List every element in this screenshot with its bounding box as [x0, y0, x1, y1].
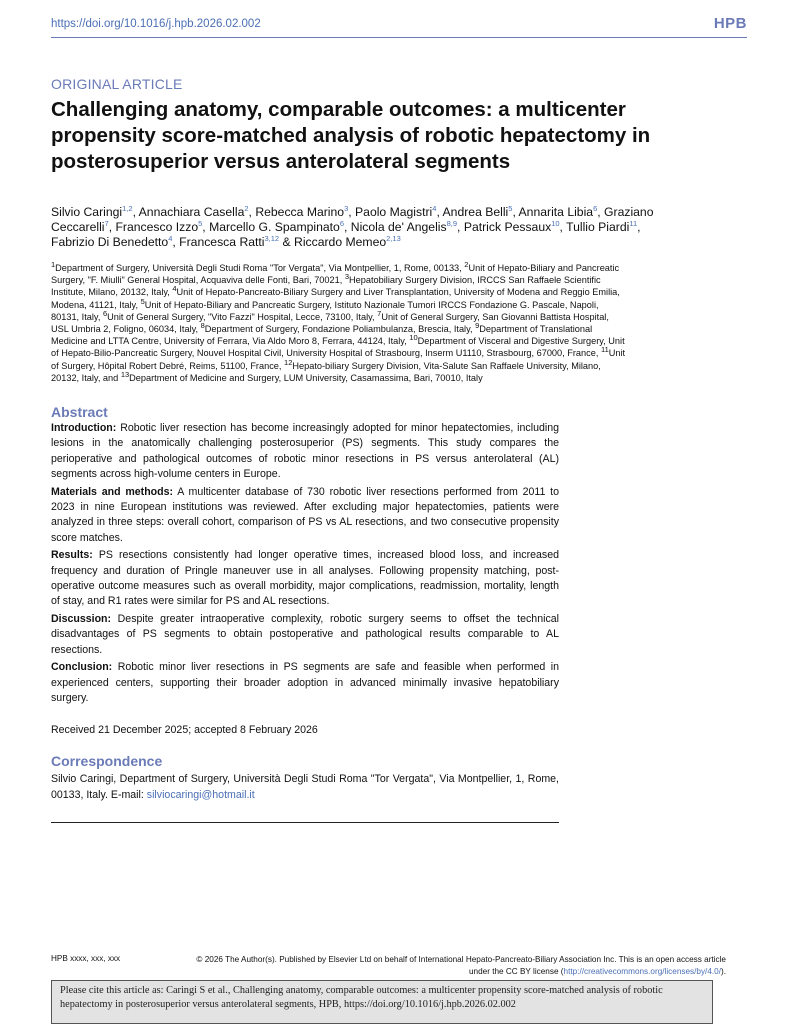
abstract-section-label: Conclusion:	[51, 661, 113, 674]
affiliation-number: 1	[51, 259, 56, 269]
article-title: Challenging anatomy, comparable outcomes: a multicenter propensity score-matched analysis of robotic hepatectomy in posterosuperior versus anterolateral segments	[51, 98, 651, 173]
author-affiliation-ref[interactable]: 2,13	[386, 233, 401, 243]
copyright-end: ).	[720, 966, 726, 976]
doi-link[interactable]: https://doi.org/10.1016/j.hpb.2026.02.002	[51, 18, 261, 30]
affiliation-number: 8	[200, 320, 205, 330]
correspondence-divider	[51, 822, 559, 823]
copyright-notice	[178, 954, 726, 977]
author-separator: ,	[132, 205, 139, 219]
affiliation-text: Department of Visceral and Digestive Surgery, Unit of Hepato-Bilio-Pancreatic Surgery, Nouvel Hospital Civil, University Hospital of Strasbourg, Inserm U1110, Strasbourg, 67000, France,	[51, 336, 625, 359]
correspondence-email-link[interactable]: silviocaringi@hotmail.it	[146, 789, 255, 801]
abstract-section	[51, 548, 559, 610]
author-name: Tullio Piardi	[566, 220, 630, 234]
author-name: Annarita Libia	[518, 205, 594, 219]
author-name: Rebecca Marino	[255, 205, 345, 219]
author-separator: ,	[248, 205, 256, 219]
abstract-section	[51, 660, 559, 706]
author-separator: ,	[597, 205, 605, 219]
author-list	[51, 205, 661, 250]
author-name: Nicola de' Angelis	[350, 220, 447, 234]
author-separator: &	[279, 235, 295, 249]
affiliation-number: 3	[344, 272, 350, 282]
author-affiliation-ref[interactable]: 7	[104, 218, 109, 228]
abstract-section-text: Robotic minor liver resections in PS segments are safe and feasible when performed in experienced centers, supporting their broader adoption in advanced minimally invasive hepatobiliary surgery.	[51, 661, 559, 704]
affiliation-text: Unit of General Surgery, "Vito Fazzi" Hospital, Lecce, 73100, Italy,	[107, 311, 378, 322]
affiliation-text: Unit of Surgery, Hôpital Robert Debré, Reims, 51100, France,	[51, 348, 626, 371]
author-name: Patrick Pessaux	[463, 220, 552, 234]
author-name: Paolo Magistri	[355, 205, 433, 219]
affiliation-text: Hepatobiliary Surgery Division, IRCCS San Raffaele Scientific Institute, Milano, 20132, Italy,	[51, 275, 601, 298]
abstract-section	[51, 421, 559, 483]
author-affiliation-ref[interactable]: 3	[344, 203, 349, 213]
author-separator: ,	[202, 220, 210, 234]
affiliation-number: 9	[475, 320, 480, 330]
author-separator: ,	[457, 220, 464, 234]
abstract-section-text: Despite greater intraoperative complexity, robotic surgery seems to offset the technical disadvantages of PS segments to obtain postoperative and pathological results comparable to AL resections.	[51, 612, 559, 656]
correspondence-text	[51, 771, 559, 803]
author-affiliation-ref[interactable]: 2	[244, 203, 249, 213]
affiliation-text: Department of Surgery, Fondazione Poliambulanza, Brescia, Italy,	[204, 324, 476, 335]
correspondence-address: Silvio Caringi, Department of Surgery, Università Degli Studi Roma "Tor Vergata", Via Montpellier, 1, Rome, 00133, Italy. E-mail:	[51, 773, 559, 801]
affiliation-number: 13	[120, 369, 130, 379]
affiliation-text: Unit of Hepato-Biliary and Pancreatic Surgery, Istituto Nazionale Tumori IRCCS Fondazione G. Pascale, Napoli, 80131, Italy,	[51, 299, 599, 322]
author-name: Francesca Ratti	[179, 235, 265, 249]
header-divider	[51, 37, 747, 38]
author-affiliation-ref[interactable]: 1,2	[122, 203, 133, 213]
affiliation-number: 2	[464, 259, 469, 269]
author-separator: ,	[559, 220, 567, 234]
affiliation-text: Department of Medicine and Surgery, LUM University, Casamassima, Bari, 70010, Italy	[129, 372, 483, 383]
affiliation-number: 4	[172, 284, 177, 294]
author-name: Riccardo Memeo	[294, 235, 387, 249]
author-affiliation-ref[interactable]: 4	[432, 203, 437, 213]
affiliation-number: 6	[102, 308, 108, 318]
affiliation-text: Unit of Hepato-Pancreato-Biliary Surgery and Liver Transplantation, University of Modena and Reggio Emilia, Modena, 41121, Italy,	[51, 287, 620, 310]
author-affiliation-ref[interactable]: 3,12	[264, 233, 280, 243]
abstract-section-text: PS resections consistently had longer operative times, increased blood loss, and increased frequency and duration of Pringle maneuver use in all analyses. Following propensity matching, post-operative outcome measures such as overall morbidity, major complications, readmission, mortality, length of stay, and R1 rates were similar for PS and AL resections.	[51, 549, 559, 608]
author-name: Annachiara Casella	[138, 205, 245, 219]
abstract-section-label: Results:	[51, 549, 93, 562]
abstract-section-label: Materials and methods:	[51, 485, 174, 498]
abstract-section	[51, 485, 559, 547]
author-affiliation-ref[interactable]: 5	[508, 203, 513, 213]
abstract-section-text: A multicenter database of 730 robotic liver resections performed from 2011 to 2023 in nine European institutions was reviewed. After excluding major hepatectomies, patients were analyzed in three steps: overall cohort, comparison of PS vs AL resections, and two consecutive propensity score matches.	[51, 485, 559, 544]
author-name: Marcello G. Spampinato	[209, 220, 340, 234]
author-separator: ,	[512, 205, 519, 219]
author-affiliation-ref[interactable]: 4	[168, 233, 173, 243]
author-affiliation-ref[interactable]: 6	[593, 203, 598, 213]
author-name: Fabrizio Di Benedetto	[51, 235, 169, 249]
affiliation-number: 10	[409, 333, 418, 343]
affiliation-text: Hepato-biliary Surgery Division, Vita-Salute San Raffaele University, Milano, 20132, Italy, and	[51, 360, 601, 383]
correspondence-heading: Correspondence	[51, 753, 163, 769]
citation-box	[51, 980, 713, 1024]
received-dates: Received 21 December 2025; accepted 8 February 2026	[51, 724, 318, 736]
author-separator: ,	[637, 220, 641, 234]
affiliation-number: 5	[140, 296, 145, 306]
author-separator: ,	[436, 205, 443, 219]
affiliation-number: 11	[600, 345, 609, 355]
author-affiliation-ref[interactable]: 11	[629, 218, 638, 228]
affiliation-text: Unit of Hepato-Biliary and Pancreatic Surgery, "F. Miulli" General Hospital, Acquaviva delle Fonti, Bari, 70021,	[51, 263, 620, 286]
author-name: Silvio Caringi	[51, 205, 123, 219]
abstract-heading: Abstract	[51, 404, 108, 420]
abstract-body	[51, 421, 559, 708]
abstract-section-label: Discussion:	[51, 612, 112, 625]
author-separator: ,	[348, 205, 356, 219]
author-name: Graziano Ceccarelli	[51, 205, 654, 234]
journal-reference: HPB xxxx, xxx, xxx	[51, 954, 121, 963]
author-separator: ,	[343, 220, 351, 234]
abstract-section-text: Robotic liver resection has become increasingly adopted for minor hepatectomies, including lesions in the anatomically challenging posterosuperior (PS) segments. This study compares the perioperative and pathological outcomes of robotic minor resections in PS versus anterolateral (AL) segments across high-volume centers in Europe.	[51, 422, 559, 481]
citation-text: Please cite this article as: Caringi S et al., Challenging anatomy, comparable outcomes: a multicenter propensity score-matched analysis of robotic hepatectomy in posterosuperior versus anterolateral segments, HPB, https://doi.org/10.1016/j.hpb.2026.02.002	[60, 985, 663, 1010]
author-affiliation-ref[interactable]: 8,9	[446, 218, 458, 228]
abstract-section-label: Introduction:	[51, 422, 117, 434]
affiliation-number: 12	[284, 357, 293, 367]
affiliations	[51, 259, 626, 384]
author-affiliation-ref[interactable]: 6	[339, 218, 344, 228]
author-separator: ,	[108, 220, 116, 234]
author-name: Andrea Belli	[442, 205, 509, 219]
abstract-section	[51, 612, 559, 658]
article-type: ORIGINAL ARTICLE	[51, 76, 183, 92]
copyright-text: © 2026 The Author(s). Published by Elsevier Ltd on behalf of International Hepato-Pancreato-Biliary Association Inc. This is an open access article under the CC BY license (	[196, 955, 726, 976]
author-affiliation-ref[interactable]: 5	[198, 218, 203, 228]
affiliation-text: Department of Translational Medicine and LTTA Centre, University of Ferrara, Via Aldo Moro 8, Ferrara, 44124, Italy,	[51, 324, 593, 347]
author-separator: ,	[172, 235, 180, 249]
affiliation-text: Unit of General Surgery, San Giovanni Battista Hospital, USL Umbria 2, Foligno, 06034, Italy,	[51, 311, 609, 335]
author-affiliation-ref[interactable]: 10	[551, 218, 560, 228]
affiliation-number: 7	[377, 308, 382, 318]
license-link[interactable]: http://creativecommons.org/licenses/by/4.0/	[563, 966, 721, 976]
journal-name: HPB	[713, 15, 747, 32]
affiliation-text: Department of Surgery, Università Degli Studi Roma "Tor Vergata", Via Montpellier, 1, Rome, 00133,	[55, 263, 465, 273]
author-name: Francesco Izzo	[115, 220, 199, 234]
